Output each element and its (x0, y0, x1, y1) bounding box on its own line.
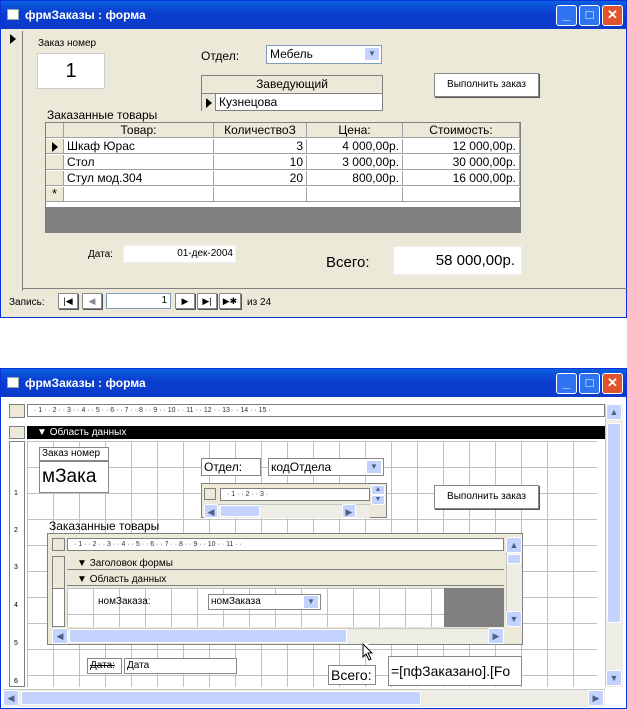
sub-scroll-right-button[interactable]: ▶ (488, 628, 504, 644)
design-window-icon (7, 377, 19, 388)
record-nav-label: Запись: (9, 297, 45, 308)
ordered-goods-label-control[interactable]: Заказанные товары (49, 519, 160, 533)
table-cell-item[interactable]: Шкаф Юрас (64, 139, 214, 154)
new-row-marker[interactable]: * (46, 187, 64, 202)
col-header-cost[interactable]: Стоимость: (403, 123, 520, 138)
dept-field-control[interactable] (268, 458, 384, 476)
design-scroll-right-button[interactable]: ▶ (588, 690, 604, 706)
table-cell-price[interactable]: 4 000,00р. (307, 139, 403, 154)
table-cell-item[interactable]: Стул мод.304 (64, 171, 214, 186)
vruler-6: 6 (14, 678, 18, 685)
col-header-qty[interactable]: КоличествоЗ (214, 123, 307, 138)
date-value: 01-дек-2004 (177, 248, 233, 259)
design-vertical-thumb[interactable] (607, 423, 621, 623)
vruler-1: 1 (14, 490, 18, 497)
sub-vertical-thumb[interactable] (507, 554, 521, 564)
design-window-title: фрмЗаказы : форма (25, 376, 146, 390)
section-arrow-icon: ▼ (37, 427, 50, 438)
table-cell-cost[interactable]: 12 000,00р. (403, 139, 520, 154)
next-record-button[interactable]: ▶ (175, 293, 195, 309)
table-cell-new[interactable] (307, 187, 403, 202)
date-label: Дата: (88, 249, 113, 260)
cursor-arrow-svg (362, 643, 374, 661)
date-field[interactable] (123, 245, 236, 263)
sub-header-section[interactable] (67, 557, 504, 570)
total-label: Всего: (326, 254, 370, 271)
small-subform-scroll-right[interactable]: ▶ (342, 504, 356, 518)
date-field-control[interactable]: Дата (124, 658, 237, 674)
manager-subform-control[interactable] (201, 483, 387, 518)
new-record-button[interactable]: ▶✱ (219, 293, 241, 309)
chevron-down-icon[interactable]: ▼ (364, 47, 380, 61)
table-cell-cost[interactable]: 16 000,00р. (403, 171, 520, 186)
close-button[interactable]: ✕ (602, 5, 623, 26)
col-header-price[interactable]: Цена: (307, 123, 403, 138)
record-count: из 24 (247, 297, 272, 308)
design-horizontal-thumb[interactable] (21, 691, 421, 705)
detail-section-label: Область данных (49, 427, 127, 438)
vruler-4: 4 (14, 602, 18, 609)
total-field[interactable] (393, 246, 522, 275)
sub-vertical-ruler (52, 588, 65, 627)
order-number-field[interactable] (37, 53, 105, 89)
table-cell-qty[interactable]: 3 (214, 139, 307, 154)
total-label-control[interactable]: Всего: (328, 665, 376, 685)
total-value: 58 000,00р. (435, 252, 515, 269)
sub-horizontal-ruler: · 1 · · 2 · · 3 · · 4 · · 5 · · 6 · · 7 · · 8 · · 9 · · 10 · · 11 · · (67, 538, 504, 551)
dept-field-value: кодОтдела (271, 460, 332, 474)
small-subform-scroll-down[interactable]: ▼ (371, 495, 385, 505)
mouse-cursor-icon (362, 643, 376, 657)
row-arrow-icon (206, 98, 212, 108)
form-window (0, 0, 627, 318)
table-cell-new[interactable] (214, 187, 307, 202)
small-subform-selector[interactable] (204, 488, 216, 500)
design-scroll-down-button[interactable]: ▼ (606, 670, 622, 686)
design-window (0, 368, 627, 709)
ordered-goods-subform-control[interactable] (47, 533, 523, 645)
col-header-item[interactable]: Товар: (64, 123, 214, 138)
sub-form-selector[interactable] (52, 538, 65, 551)
horizontal-ruler: · 1 · · 2 · · 3 · · 4 · · 5 · · 6 · · 7 · · 8 · · 9 · · 10 · · 11 · · 12 · · 13 · · 14 · · 15 · (27, 404, 605, 417)
sub-scroll-up-button[interactable]: ▲ (506, 537, 522, 553)
section-arrow-icon: ▼ (77, 558, 90, 569)
sub-detail-label: Область данных (89, 574, 167, 585)
form-selector[interactable] (9, 404, 25, 418)
record-number-input[interactable] (106, 293, 171, 309)
table-cell-price[interactable]: 800,00р. (307, 171, 403, 186)
minimize-button[interactable]: _ (556, 373, 577, 394)
table-cell-new[interactable] (64, 187, 214, 202)
table-cell-qty[interactable]: 10 (214, 155, 307, 170)
order-number-field-control[interactable]: мЗака (39, 461, 109, 493)
maximize-button[interactable]: □ (579, 5, 600, 26)
date-label-text: Дата: (90, 660, 115, 671)
vertical-ruler (9, 441, 25, 687)
order-number-label-control[interactable]: Заказ номер (39, 447, 109, 461)
ordered-goods-label: Заказанные товары (47, 108, 158, 122)
order-number-value: 1 (65, 60, 77, 82)
sub-scroll-down-button[interactable]: ▼ (506, 611, 522, 627)
dept-label-control[interactable]: Отдел: (201, 458, 261, 476)
design-scroll-up-button[interactable]: ▲ (606, 404, 622, 420)
total-field-control[interactable]: =[пфЗаказано].[Fo (388, 656, 522, 686)
execute-order-button-control[interactable]: Выполнить заказ (434, 485, 539, 509)
minimize-button[interactable]: _ (556, 5, 577, 26)
dept-label: Отдел: (201, 49, 240, 63)
design-title-bar[interactable] (1, 369, 626, 397)
vruler-3: 3 (14, 564, 18, 571)
sub-field-label-control[interactable]: номЗаказа: (98, 596, 151, 607)
maximize-button[interactable]: □ (579, 373, 600, 394)
detail-section-header[interactable] (27, 426, 605, 439)
date-label-control[interactable] (87, 658, 122, 674)
chevron-down-icon[interactable]: ▼ (366, 460, 382, 474)
grid-corner[interactable] (46, 123, 64, 138)
row-selector[interactable] (46, 171, 64, 186)
table-cell-price[interactable]: 3 000,00р. (307, 155, 403, 170)
current-row-arrow-icon (52, 142, 58, 152)
section-selector[interactable] (9, 426, 25, 439)
sub-scroll-left-button[interactable]: ◀ (52, 628, 68, 644)
record-selector-arrow-icon (10, 34, 16, 44)
small-subform-scroll-up[interactable]: ▲ (371, 485, 385, 495)
design-scroll-left-button[interactable]: ◀ (3, 690, 19, 706)
form-bottom-border (23, 288, 627, 289)
vruler-2: 2 (14, 527, 18, 534)
last-record-button[interactable]: ▶| (197, 293, 217, 309)
row-selector[interactable] (46, 155, 64, 170)
table-cell-cost[interactable]: 30 000,00р. (403, 155, 520, 170)
sub-field-combo-value: номЗаказа (211, 596, 261, 607)
chevron-down-icon[interactable]: ▼ (303, 595, 319, 609)
first-record-button[interactable]: |◀ (58, 293, 78, 309)
prev-record-button[interactable]: ◀ (82, 293, 102, 309)
manager-value[interactable]: Кузнецова (219, 95, 278, 109)
table-cell-new[interactable] (403, 187, 520, 202)
table-cell-item[interactable]: Стол (64, 155, 214, 170)
close-button[interactable]: ✕ (602, 373, 623, 394)
record-selector[interactable] (7, 31, 23, 291)
vruler-5: 5 (14, 640, 18, 647)
small-subform-hthumb[interactable] (220, 505, 260, 517)
record-number-value: 1 (161, 295, 167, 306)
form-window-title: фрмЗаказы : форма (25, 8, 146, 22)
manager-subform (201, 75, 383, 111)
manager-header: Заведующий (202, 76, 382, 94)
small-subform-scroll-left[interactable]: ◀ (204, 504, 218, 518)
sub-field-combo-control[interactable] (208, 594, 321, 610)
sub-gray-area (444, 588, 504, 627)
sub-horizontal-thumb[interactable] (69, 629, 347, 643)
dept-combo-value: Мебель (270, 47, 313, 61)
section-arrow-icon: ▼ (77, 574, 90, 585)
ordered-goods-grid (45, 122, 521, 233)
small-subform-ruler: · 1 · · 2 · · 3 · (220, 488, 370, 501)
execute-order-button[interactable]: Выполнить заказ (434, 73, 539, 97)
form-window-icon (7, 9, 19, 20)
form-title-bar[interactable] (1, 1, 626, 29)
dept-combo[interactable] (266, 45, 382, 64)
order-number-label: Заказ номер (38, 38, 97, 49)
sub-detail-section[interactable] (67, 573, 504, 586)
table-cell-qty[interactable]: 20 (214, 171, 307, 186)
sub-header-label: Заголовок формы (89, 558, 173, 569)
